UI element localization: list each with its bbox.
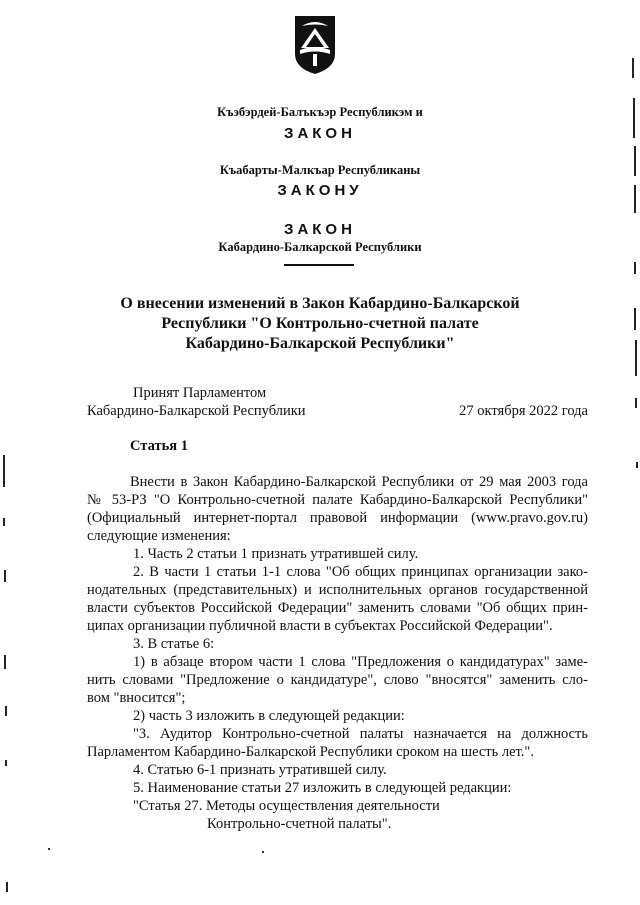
header-kabardian-law: ЗАКОН [284, 125, 356, 142]
scan-edge-mark [633, 98, 635, 138]
header-balkar-law: ЗАКОНУ [277, 182, 363, 199]
scan-edge-mark [5, 706, 7, 716]
header-russian-line: Кабардино-Балкарской Республики [218, 240, 422, 254]
article-line: № 53-РЗ "О Контрольно-счетной палате Кабардино-Балкарской Республики" [87, 492, 588, 508]
article-line: власти субъектов Российской Федерации" заменить словами "Об общих прин- [87, 600, 588, 616]
article-line: "3. Аудитор Контрольно-счетной палаты назначается на должность [133, 726, 588, 742]
header-divider [284, 264, 354, 266]
scan-edge-mark [3, 518, 5, 526]
scan-edge-mark [634, 308, 636, 330]
article-line: вом "вносится"; [87, 690, 186, 706]
adoption-line-1: Принят Парламентом [133, 385, 267, 401]
law-title-line-1: О внесении изменений в Закон Кабардино-Балкарской [120, 295, 520, 312]
scan-edge-mark [5, 760, 7, 766]
header-russian-law: ЗАКОН [284, 221, 356, 238]
law-title-line-2: Республики "О Контрольно-счетной палате [161, 315, 479, 332]
scan-edge-mark [634, 262, 636, 274]
article-line: 1) в абзаце втором части 1 слова "Предложения о кандидатурах" заме- [133, 654, 588, 670]
scan-edge-mark [3, 455, 5, 487]
scan-speck [48, 848, 50, 850]
article-line: 2. В части 1 статьи 1-1 слова "Об общих принципах организации зако- [133, 564, 588, 580]
scan-edge-mark [635, 398, 637, 408]
scan-edge-mark [4, 655, 6, 669]
scan-edge-mark [634, 185, 636, 213]
article-line: нить словами "Предложение о кандидатуре", слово "вносятся" заменить сло- [87, 672, 588, 688]
article-line: 3. В статье 6: [133, 636, 215, 652]
article-line: следующие изменения: [87, 528, 231, 544]
scan-edge-mark [636, 462, 638, 468]
article-line: 5. Наименование статьи 27 изложить в следующей редакции: [133, 780, 512, 796]
coat-of-arms-emblem [292, 14, 338, 76]
article-line: 1. Часть 2 статьи 1 признать утратившей силу. [133, 546, 419, 562]
header-balkar-line: Къабарты-Малкъар Республиканы [219, 163, 421, 177]
article-line: Парламентом Кабардино-Балкарской Республики сроком на шесть лет.". [87, 744, 534, 760]
article-line: ципах организации публичной власти в субъектах Российской Федерации". [87, 618, 553, 634]
article-line: (Официальный интернет-портал правовой информации (www.pravo.gov.ru) [87, 510, 588, 526]
law-title-line-3: Кабардино-Балкарской Республики" [185, 335, 455, 352]
scan-speck [262, 851, 264, 853]
article-line: Контрольно-счетной палаты". [207, 816, 392, 832]
article-heading: Статья 1 [130, 438, 188, 454]
article-line: 4. Статью 6-1 признать утратившей силу. [133, 762, 387, 778]
adoption-line-2: Кабардино-Балкарской Республики [87, 403, 306, 419]
scan-edge-mark [635, 340, 637, 376]
header-kabardian-line: Къэбэрдей-Балъкъэр Республикэм и [217, 105, 423, 119]
scan-edge-mark [634, 146, 636, 176]
article-line: 2) часть 3 изложить в следующей редакции: [133, 708, 405, 724]
scan-edge-mark [4, 570, 6, 582]
article-line: "Статья 27. Методы осуществления деятельности [133, 798, 440, 814]
scan-edge-mark [632, 58, 634, 78]
adoption-date: 27 октября 2022 года [459, 403, 588, 419]
scan-edge-mark [6, 882, 8, 892]
article-line: нодательных (представительных) и исполнительных органов государственной [87, 582, 588, 598]
article-line: Внести в Закон Кабардино-Балкарской Республики от 29 мая 2003 года [130, 474, 588, 490]
